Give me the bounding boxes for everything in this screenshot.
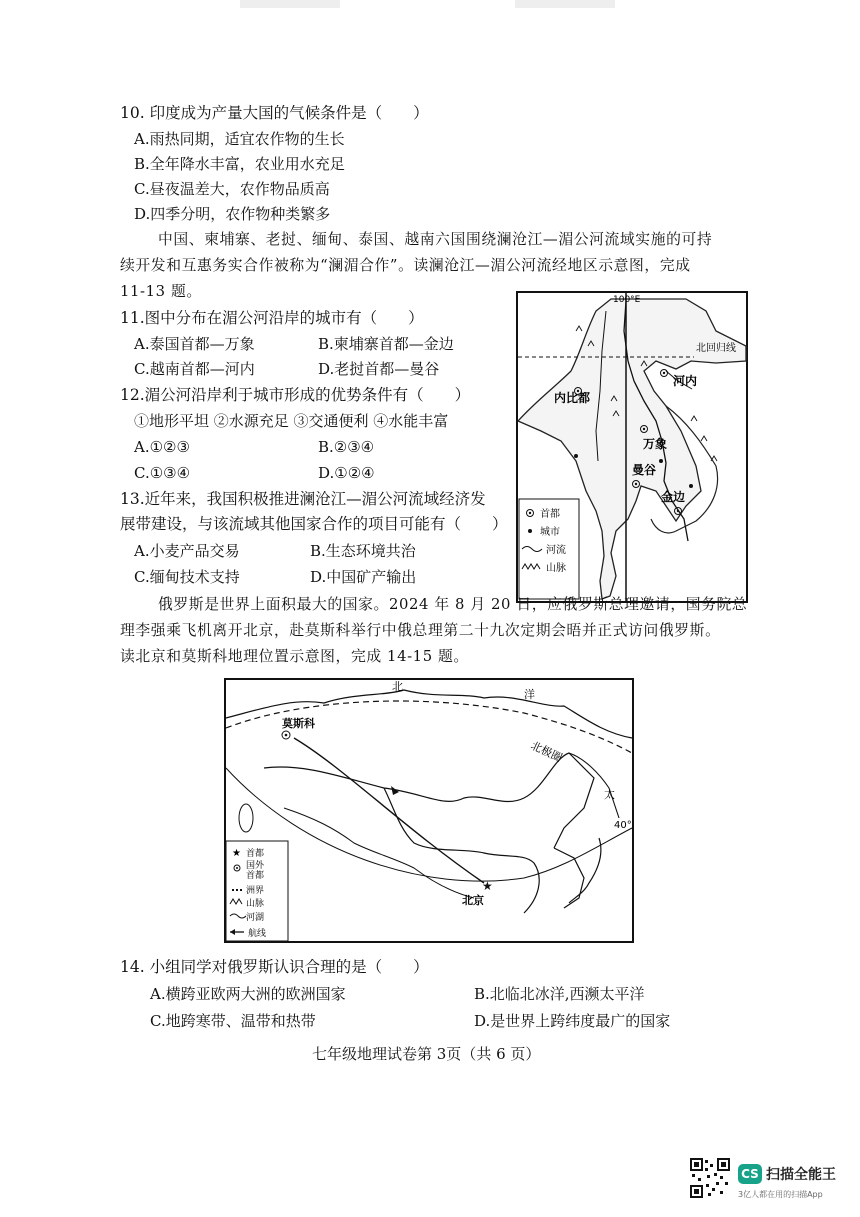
legend-route: 航线 (248, 929, 267, 939)
legend-city: 城市 (540, 527, 560, 538)
q11-option-c: C.越南首都—河内 (134, 360, 255, 378)
scanner-tagline: 3亿人都在用的扫描App (738, 1190, 823, 1199)
qr-code-icon (690, 1158, 730, 1198)
legend-capital: 首都 (246, 849, 265, 859)
scanner-name: 扫描全能王 (766, 1167, 836, 1183)
legend-capital: 首都 (540, 509, 560, 520)
legend-foreign: 国外 (246, 861, 265, 871)
q14-option-c: C.地跨寒带、温带和热带 (150, 1012, 316, 1030)
ocean-label-tai: 太 (604, 788, 615, 801)
moscow-label: 莫斯科 (282, 717, 315, 730)
intro-14-15-line2: 理李强乘飞机离开北京，赴莫斯科举行中俄总理第二十九次定期会晤并正式访问俄罗斯。 (120, 622, 721, 639)
tropic-label: 北回归线 (696, 343, 736, 354)
q12-option-a: A.①②③ (134, 438, 190, 456)
q10-option-a: A.雨热同期，适宜农作物的生长 (134, 130, 345, 148)
q13-option-b: B.生态环境共治 (310, 542, 416, 560)
q14-stem: 14. 小组同学对俄罗斯认识合理的是（ ） (120, 958, 429, 976)
city-vientiane: 万象 (643, 437, 668, 451)
mekong-map (516, 291, 748, 603)
q14-option-d: D.是世界上跨纬度最广的国家 (474, 1012, 671, 1030)
scanner-logo: CS (738, 1164, 762, 1184)
q11-option-d: D.老挝首都—曼谷 (318, 360, 440, 378)
q12-option-d: D.①②④ (318, 464, 375, 482)
q10-option-c: C.昼夜温差大，农作物品质高 (134, 180, 330, 198)
city-phnompenh: 金边 (661, 490, 686, 504)
legend-river: 河流 (546, 545, 566, 556)
q12-conditions: ①地形平坦 ②水源充足 ③交通便利 ④水能丰富 (134, 412, 449, 430)
ocean-label-yang: 洋 (524, 688, 535, 701)
q10-option-d: D.四季分明，农作物种类繁多 (134, 205, 331, 223)
legend-river-lake: 河湖 (246, 913, 265, 923)
q11-option-b: B.柬埔寨首都—金边 (318, 335, 454, 353)
q11-option-a: A.泰国首都—万象 (134, 335, 255, 353)
q12-option-c: C.①③④ (134, 464, 191, 482)
legend-star: ★ (232, 848, 241, 859)
q10-option-b: B.全年降水丰富，农业用水充足 (134, 155, 345, 173)
q12-stem: 12.湄公河沿岸利于城市形成的优势条件有（ ） (120, 386, 471, 404)
beijing-label: 北京 (462, 894, 484, 907)
q12-option-b: B.②③④ (318, 438, 375, 456)
legend-continent-border: 洲界 (246, 886, 265, 896)
latitude-40-label: 40° (614, 820, 632, 831)
intro-11-13-line1: 中国、柬埔寨、老挝、缅甸、泰国、越南六国围绕澜沧江—湄公河流域实施的可持 (158, 231, 713, 248)
city-hanoi: 河内 (673, 374, 698, 388)
q13-option-a: A.小麦产品交易 (134, 542, 240, 560)
intro-14-15-line1: 俄罗斯是世界上面积最大的国家。2024 年 8 月 20 日，应俄罗斯总理邀请，国务院总 (158, 596, 748, 613)
q13-option-d: D.中国矿产输出 (310, 568, 417, 586)
q13-option-c: C.缅甸技术支持 (134, 568, 240, 586)
q13-stem-line1: 13.近年来，我国积极推进澜沧江—湄公河流域经济发 (120, 490, 486, 508)
q14-option-b: B.北临北冰洋,西濒太平洋 (474, 985, 645, 1003)
longitude-label: 100°E (613, 295, 641, 305)
legend-mountain: 山脉 (246, 899, 265, 909)
intro-11-13-line3: 11-13 题。 (120, 283, 202, 300)
q10-stem: 10. 印度成为产量大国的气候条件是（ ） (120, 104, 429, 122)
city-naypyidaw: 内比都 (554, 391, 591, 405)
intro-11-13-line2: 续开发和互惠务实合作被称为“澜湄合作”。读澜沧江—湄公河流经地区示意图，完成 (120, 257, 691, 274)
ocean-label-north: 北 (392, 680, 403, 693)
city-bangkok: 曼谷 (632, 463, 657, 477)
beijing-moscow-map (224, 678, 634, 943)
scan-artifact (240, 0, 340, 8)
q14-option-a: A.横跨亚欧两大洲的欧洲国家 (150, 985, 346, 1003)
arctic-circle-label: 北极圈 (528, 738, 565, 765)
beijing-marker: ★ (482, 879, 493, 893)
q13-stem-line2: 展带建设，与该流域其他国家合作的项目可能有（ ） (120, 515, 508, 533)
legend-mountain: 山脉 (546, 563, 566, 574)
legend-foreign-capital: 首都 (246, 871, 265, 881)
q11-stem: 11.图中分布在湄公河沿岸的城市有（ ） (120, 309, 424, 327)
scan-artifact (515, 0, 615, 8)
intro-14-15-line3: 读北京和莫斯科地理位置示意图，完成 14-15 题。 (120, 648, 469, 665)
page-footer: 七年级地理试卷第 3页（共 6 页） (312, 1045, 541, 1063)
